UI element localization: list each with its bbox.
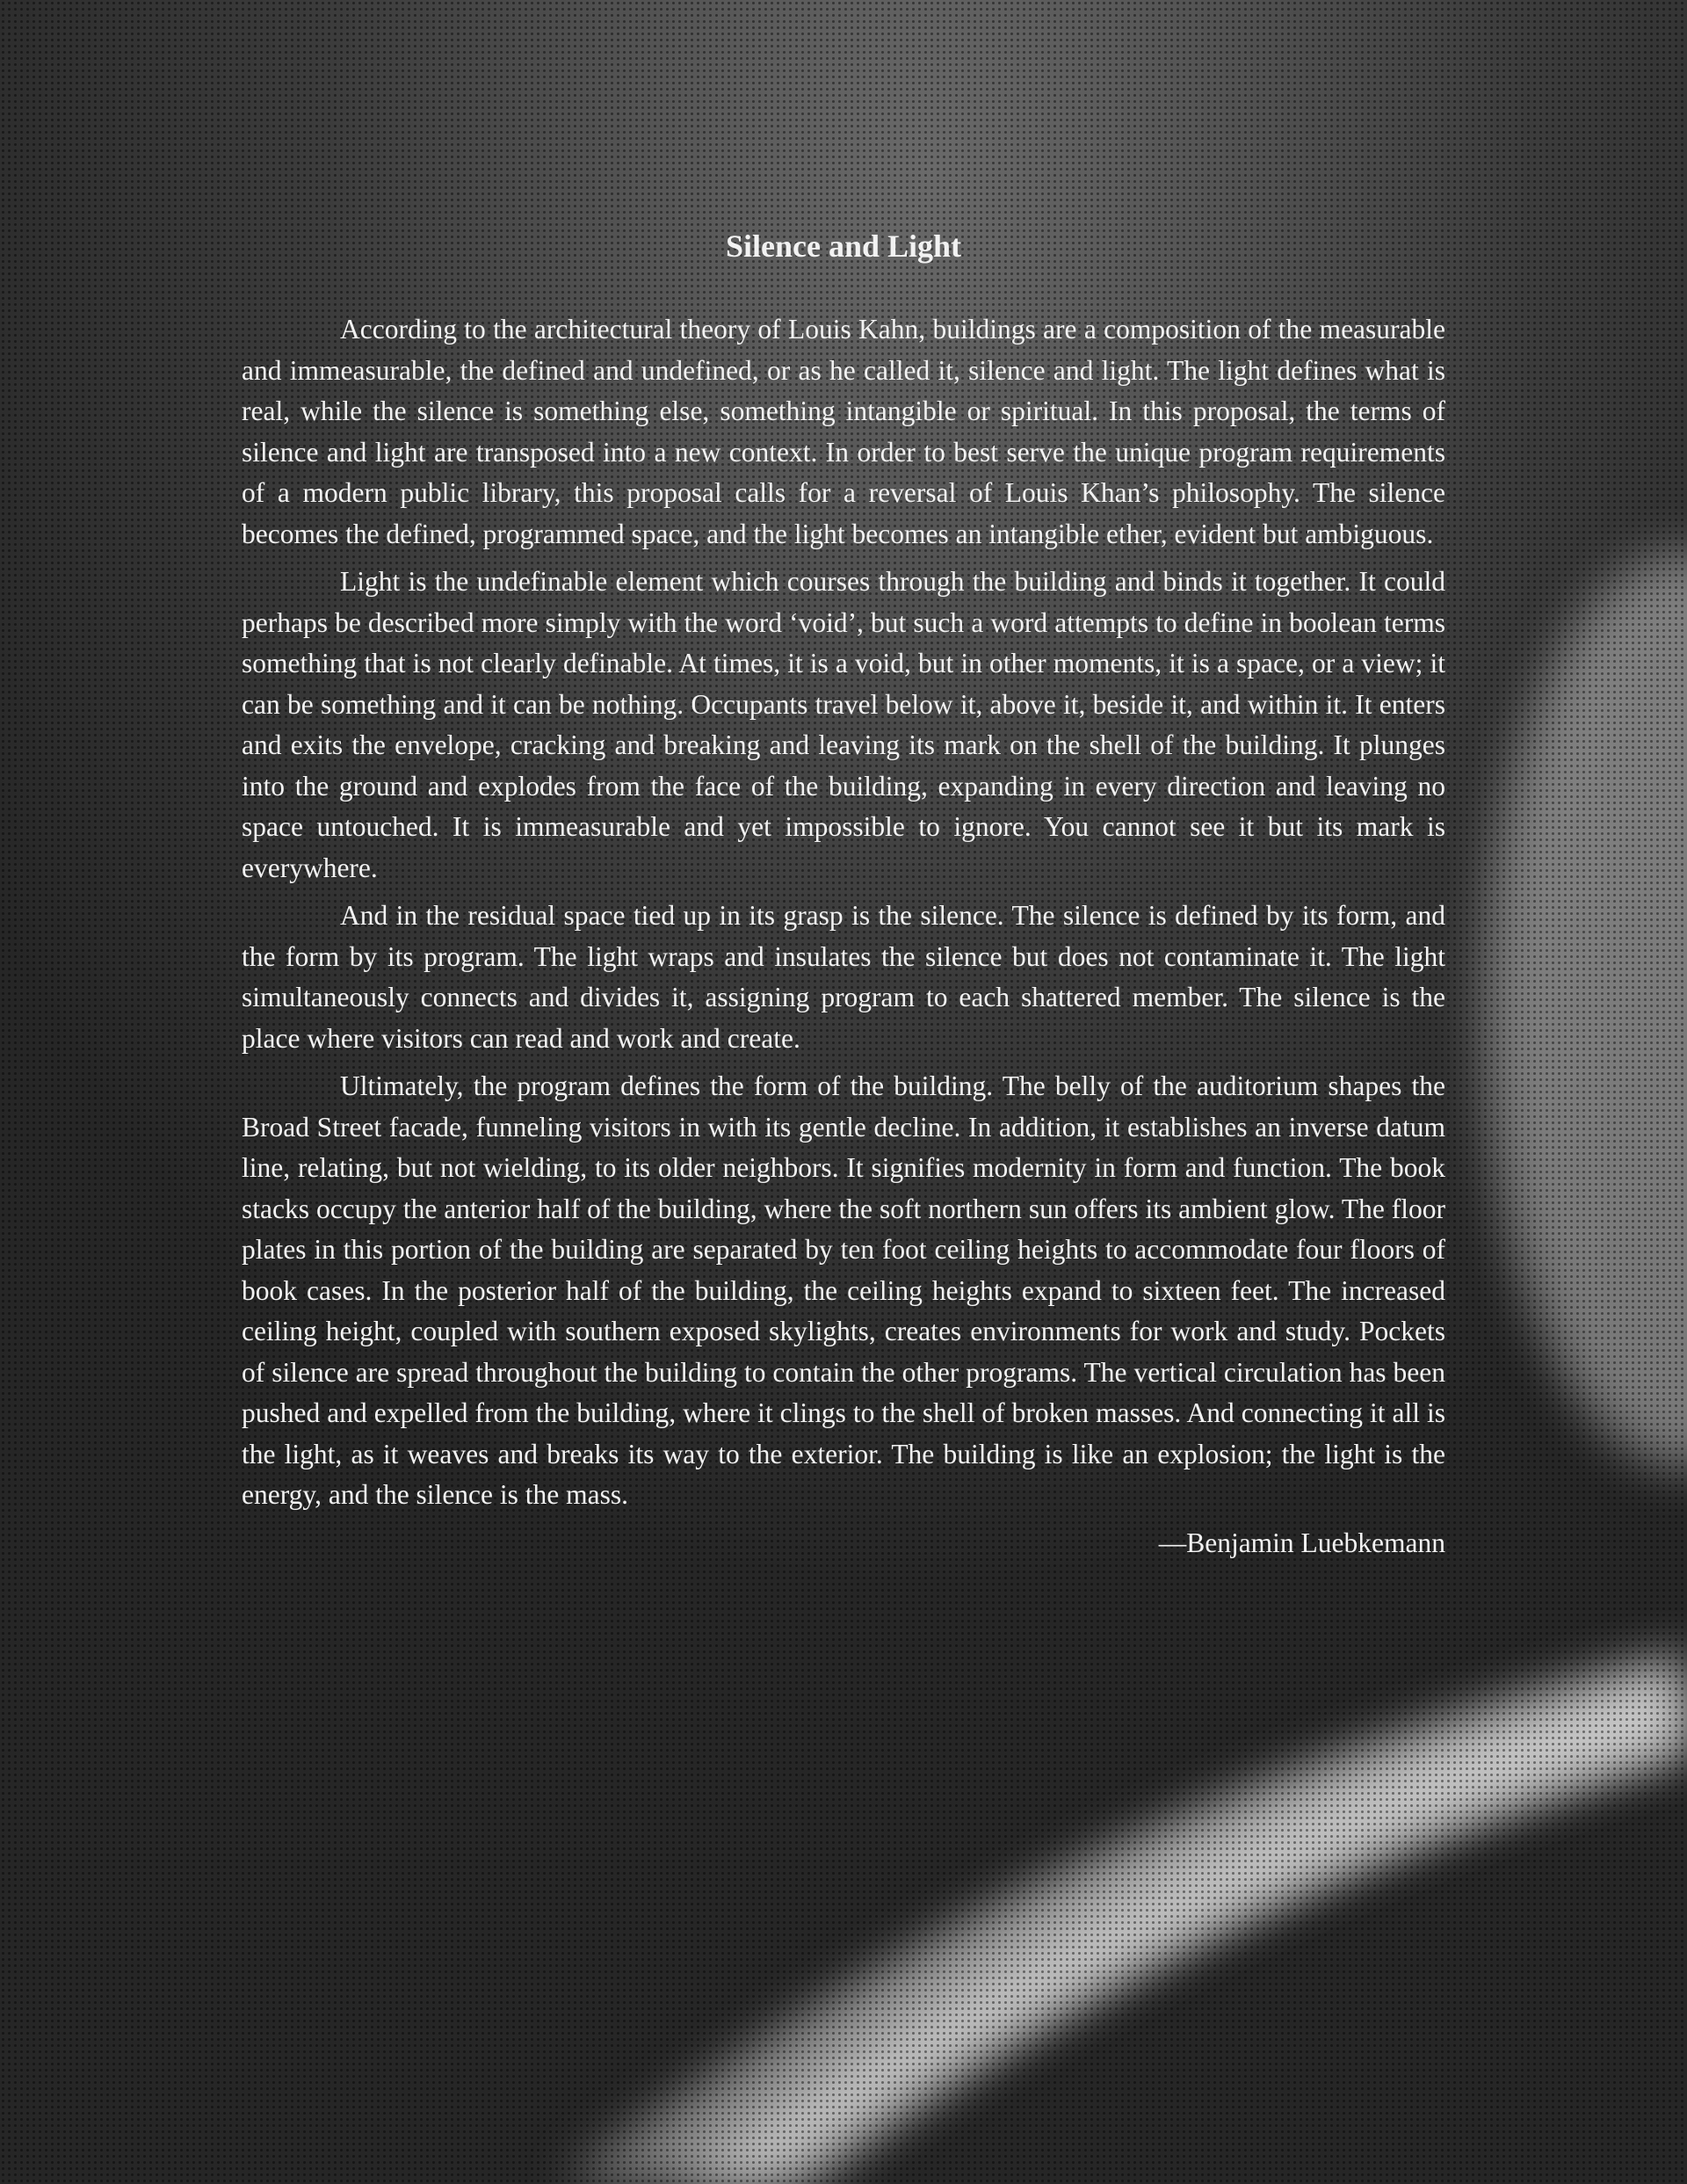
paragraph: According to the architectural theory of Louis Kahn, buildings are a composition of the measurable and immeasurable, the defined and undefined, or as he called it, silence and light. The light defines what is real, while the silence is something else, something intangible or spiritual. In this proposal, the terms of silence and light are transposed into a new context. In order to best serve the unique program requirements of a modern public library, this proposal calls for a reversal of Louis Khan’s philosophy. The silence becomes the defined, programmed space, and the light becomes an intangible ether, evident but ambiguous. — [242, 314, 1445, 549]
author-signature: —Benjamin Luebkemann — [1158, 1527, 1445, 1558]
article-title: Silence and Light — [725, 229, 962, 264]
paragraph: And in the residual space tied up in its grasp is the silence. The silence is defined by its form, and the form by its program. The light wraps and insulates the silence but does not contaminate it. The light simultaneously connects and divides it, assigning program to each shattered member. The silence is the place where visitors can read and work and create. — [242, 900, 1445, 1054]
paragraph: Light is the undefinable element which courses through the building and binds it together. It could perhaps be described more simply with the word ‘void’, but such a word attempts to define in boolean terms something that is not clearly definable. At times, it is a void, but in other moments, it is a space, or a view; it can be something and it can be nothing. Occupants travel below it, above it, beside it, and within it. It enters and exits the envelope, cracking and breaking and leaving its mark on the shell of the building. It plunges into the ground and explodes from the face of the building, expanding in every direction and leaving no space untouched. It is immeasurable and yet impossible to ignore. You cannot see it but its mark is everywhere. — [242, 566, 1445, 883]
article-body — [242, 309, 1445, 1564]
paragraph: Ultimately, the program defines the form of the building. The belly of the auditorium shapes the Broad Street facade, funneling visitors in with its gentle decline. In addition, it establishes an inverse datum line, relating, but not wielding, to its older neighbors. It signifies modernity in form and function. The book stacks occupy the anterior half of the building, where the soft northern sun offers its ambient glow. The floor plates in this portion of the building are separated by ten foot ceiling heights to accommodate four floors of book cases. In the posterior half of the building, the ceiling heights expand to sixteen feet. The increased ceiling height, coupled with southern exposed skylights, creates environments for work and study. Pockets of silence are spread throughout the building to contain the other programs. The vertical circulation has been pushed and expelled from the building, where it clings to the shell of broken masses. And connecting it all is the light, as it weaves and breaks its way to the exterior. The building is like an explosion; the light is the energy, and the silence is the mass. — [242, 1070, 1445, 1510]
